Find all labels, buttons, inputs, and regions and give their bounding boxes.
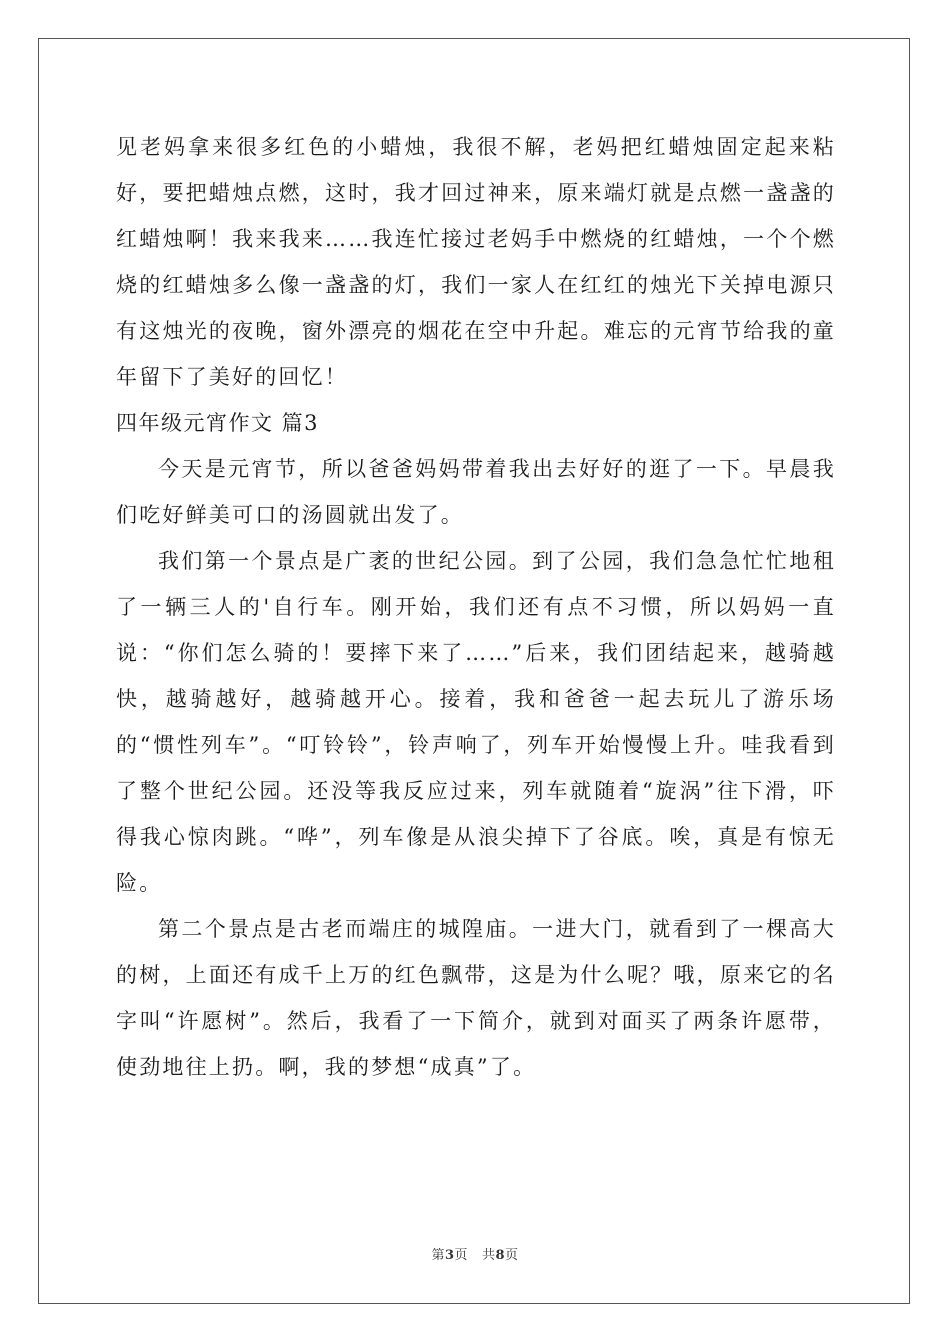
page-footer: [0, 1244, 950, 1263]
page-total-number: 8: [495, 1248, 506, 1263]
page-prefix: 第: [431, 1248, 445, 1263]
page-current-number: 3: [444, 1248, 455, 1263]
total-suffix: 页: [505, 1248, 519, 1263]
document-body: [116, 124, 836, 1090]
page-suffix: 页: [454, 1248, 469, 1263]
paragraph: 今天是元宵节，所以爸爸妈妈带着我出去好好的逛了一下。早晨我们吃好鲜美可口的汤圆就出发了。: [116, 457, 836, 527]
paragraph-continued: 见老妈拿来很多红色的小蜡烛，我很不解，老妈把红蜡烛固定起来粘好，要把蜡烛点燃，这时，我才回过神来，原来端灯就是点燃一盏盏的红蜡烛啊！我来我来……我连忙接过老妈手中燃烧的红蜡烛，一个个燃烧的红蜡烛多么像一盏盏的灯，我们一家人在红红的烛光下关掉电源只有这烛光的夜晚，窗外漂亮的烟花在空中升起。难忘的元宵节给我的童年留下了美好的回忆！: [116, 135, 836, 389]
total-prefix: 共: [481, 1248, 496, 1263]
paragraph: 第二个景点是古老而端庄的城隍庙。一进大门，就看到了一棵高大的树，上面还有成千上万的红色飘带，这是为什么呢？哦，原来它的名字叫“许愿树”。然后，我看了一下简介，就到对面买了两条许愿带，使劲地往上扔。啊，我的梦想“成真”了。: [116, 917, 836, 1079]
section-heading: 四年级元宵作文 篇3: [116, 411, 320, 435]
paragraph: 我们第一个景点是广袤的世纪公园。到了公园，我们急急忙忙地租了一辆三人的'自行车。刚开始，我们还有点不习惯，所以妈妈一直说：“你们怎么骑的！要摔下来了……”后来，我们团结起来，越骑越快，越骑越好，越骑越开心。接着，我和爸爸一起去玩儿了游乐场的“惯性列车”。“叮铃铃”，铃声响了，列车开始慢慢上升。哇我看到了整个世纪公园。还没等我反应过来，列车就随着“旋涡”往下滑，吓得我心惊肉跳。“哗”，列车像是从浪尖掉下了谷底。唉，真是有惊无险。: [116, 549, 836, 895]
